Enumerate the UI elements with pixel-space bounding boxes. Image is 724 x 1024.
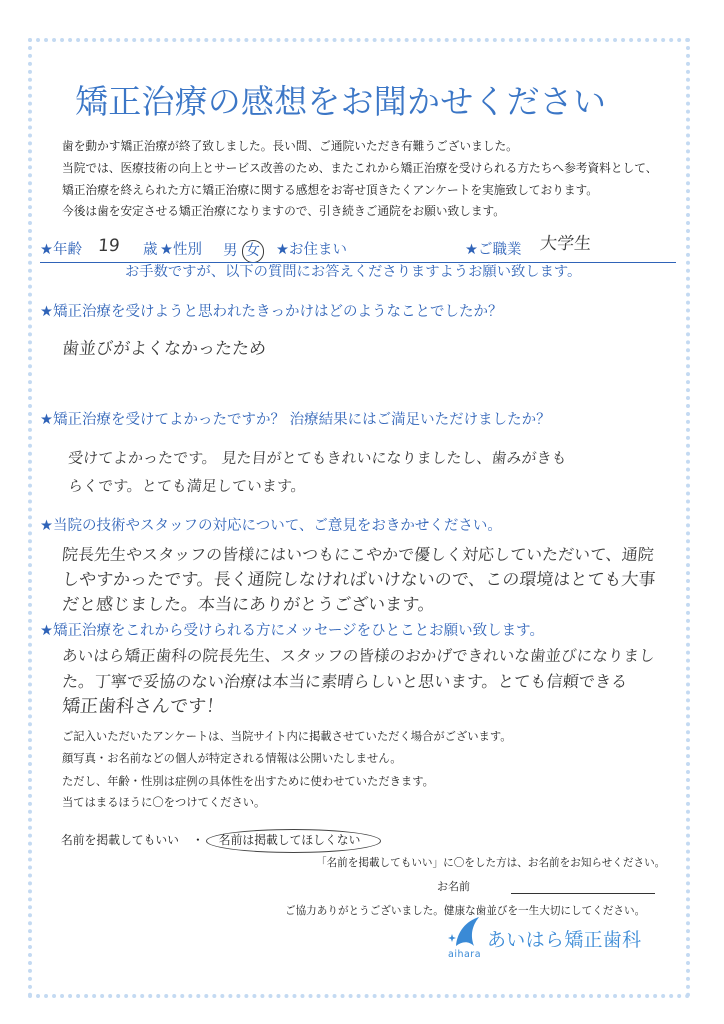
question-heading: ★矯正治療を受けようと思われたきっかけはどのようなことでしたか？ <box>40 304 503 320</box>
residence-label: ★お住まい <box>276 242 347 258</box>
answer-line: らくです。とても満足しています。 <box>67 477 307 495</box>
note-line: 当てはまるほうに〇をつけてください。 <box>62 796 266 809</box>
answer-line: た。丁寧で妥協のない治療は本当に素晴らしいと思います。とても信頼できる <box>61 672 629 691</box>
note-line: ご記入いただいたアンケートは、当院サイト内に掲載させていただく場合がございます。 <box>62 730 512 743</box>
answer-line: 矯正歯科さんです！ <box>61 696 225 717</box>
page-title: 矯正治療の感想をお聞かせください <box>75 82 607 121</box>
consent-option-allow: 名前を掲載してもいい <box>61 833 179 847</box>
clinic-logo-name: あいはら矯正歯科 <box>487 929 642 951</box>
name-field-line <box>511 893 655 894</box>
note-line: ただし、年齢・性別は症例の具体性を出すために使わせていただきます。 <box>62 775 434 788</box>
name-label: お名前 <box>437 880 470 893</box>
question-heading: ★矯正治療を受けてよかったですか？ 治療結果にはご満足いただけましたか？ <box>40 412 551 428</box>
gender-option-male: 男 <box>223 243 238 259</box>
intro-line: 矯正治療を終えられた方に矯正治療に関する感想をお寄せ頂きたくアンケートを実施致しております。 <box>62 183 598 197</box>
answer-line: 歯並びがよくなかったため <box>61 339 267 359</box>
instruction-text: お手数ですが、以下の質問にお答えくださりますようお願い致します。 <box>125 264 582 280</box>
tooth-sparkle-icon <box>447 914 485 950</box>
intro-line: 今後は歯を安定させる矯正治療になりますので、引き続きご通院をお願い致します。 <box>62 204 505 218</box>
name-consent-options <box>56 829 381 853</box>
answer-line: しやすかったです。長く通院しなければいけないので、この環境はとても大事 <box>61 570 657 590</box>
thanks-text: ご協力ありがとうございました。健康な歯並びを一生大切にしてください。 <box>285 905 646 917</box>
question-heading: ★矯正治療をこれから受けられる方にメッセージをひとことお願い致します。 <box>40 623 544 639</box>
consent-separator: ・ <box>191 833 204 847</box>
answer-line: あいはら矯正歯科の院長先生、スタッフの皆様のおかげできれいな歯並びになりまし <box>61 647 656 665</box>
age-label: ★年齢 <box>40 242 82 258</box>
occupation-value: 大学生 <box>539 234 592 254</box>
gender-label: ★性別 <box>160 242 202 258</box>
name-request-text: 「名前を掲載してもいい」に〇をした方は、お名前をお知らせください。 <box>316 857 666 869</box>
age-value: 19 <box>97 236 121 256</box>
answer-line: だと感じました。本当にありがとうございます。 <box>61 595 436 615</box>
clinic-logo-caption: aihara <box>448 949 482 960</box>
consent-option-decline: 名前は掲載してほしくない <box>206 829 382 853</box>
gender-options <box>219 240 264 263</box>
answer-line: 受けてよかったです。 見た目がとてもきれいになりましたし、歯みがきも <box>67 449 568 467</box>
answer-line: 院長先生やスタッフの皆様にはいつもにこやかで優しく対応していただいて、通院 <box>61 545 655 564</box>
intro-line: 歯を動かす矯正治療が終了致しました。長い間、ご通院いただき有難うございました。 <box>62 139 518 153</box>
intro-line: 当院では、医療技術の向上とサービス改善のため、またこれから矯正治療を受けられる方たちへ参考資料として、 <box>62 161 658 175</box>
profile-underline <box>40 262 676 263</box>
age-unit: 歳 <box>143 242 158 258</box>
note-line: 顔写真・お名前などの個人が特定される情報は公開いたしません。 <box>62 752 402 765</box>
gender-option-female: 女 <box>242 240 265 263</box>
question-heading: ★当院の技術やスタッフの対応について、ご意見をおきかせください。 <box>40 518 502 534</box>
occupation-label: ★ご職業 <box>465 242 522 258</box>
